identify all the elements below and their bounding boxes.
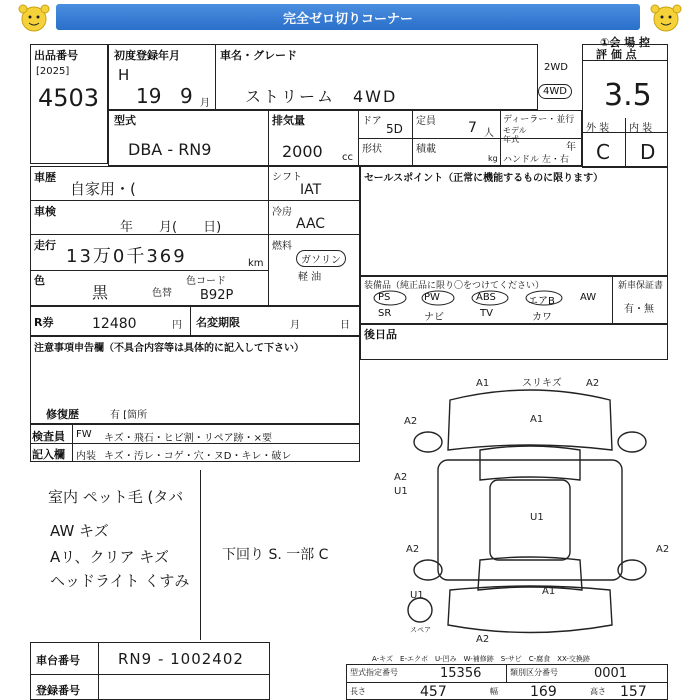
year-unit: 年 — [566, 142, 576, 153]
chassis-value: RN9 - 1002402 — [118, 650, 244, 668]
interior-label: 内 装 — [629, 123, 653, 134]
class-value: 0001 — [594, 666, 628, 681]
reg-year: 19 — [136, 84, 162, 108]
label-a1-rear: A1 — [542, 586, 556, 597]
width-label: 幅 — [490, 687, 498, 696]
model-year-label: モデル年式 — [503, 126, 527, 144]
inspection-value: 年 月( 日) — [120, 220, 222, 235]
rename-month: 月 — [290, 320, 300, 331]
label-a2-rear-right: A2 — [656, 544, 670, 555]
banner-title: 完全ゼロ切りコーナー — [282, 12, 413, 27]
inspection-label: 車検 — [34, 205, 56, 218]
fuel-label: 燃料 — [272, 241, 292, 252]
in-text: キズ・汚レ・コゲ・穴・ヌD・キレ・破レ — [104, 451, 292, 462]
history-label: 車歴 — [34, 171, 56, 184]
equip-sr: SR — [378, 308, 392, 319]
label-a2-left: A2 — [404, 416, 418, 427]
label-a1-top: A1 — [476, 378, 490, 389]
notes-label: 注意事項申告欄（不具合内容等は具体的に記入して下さい） — [34, 343, 304, 354]
lot-year-small: [2025] — [36, 66, 70, 77]
equip-ps: PS — [378, 292, 391, 303]
note-line-4: ヘッドライト くすみ — [50, 572, 190, 590]
label-a1-hood: A1 — [530, 414, 544, 425]
label-a2-rear-left: A2 — [406, 544, 420, 555]
warranty-value: 有・無 — [624, 304, 654, 315]
type-cert-value: 15356 — [440, 666, 482, 681]
equip-leather: カワ — [532, 312, 552, 323]
label-u1-roof: U1 — [530, 512, 544, 523]
reg-month: 9 — [180, 84, 193, 108]
equip-abs: ABS — [476, 292, 496, 303]
equip-pw: PW — [424, 292, 440, 303]
warranty-label: 新車保証書 — [618, 281, 664, 291]
recycle-label: R券 — [34, 316, 54, 329]
corner-text: ①会 場 控 — [600, 36, 650, 49]
length-value: 457 — [420, 684, 447, 700]
label-a2-top: A2 — [586, 378, 600, 389]
load-label: 積載 — [416, 144, 436, 155]
exterior-label: 外 装 — [586, 123, 610, 134]
repair-label: 修復歴 — [46, 408, 79, 421]
capacity-value: 7 — [468, 120, 477, 136]
door-label: ドア — [362, 116, 382, 127]
car-diagram — [380, 370, 680, 650]
color-code-label: 色コード — [186, 276, 226, 287]
points-label: セールスポイント（正常に機能するものに限ります） — [364, 173, 604, 184]
reg-number-label: 登録番号 — [36, 684, 80, 697]
mileage-label: 走行 — [34, 239, 56, 252]
km-unit: km — [248, 258, 264, 269]
banner-bar — [56, 4, 640, 30]
mileage-value: 13万0千369 — [66, 246, 187, 267]
history-value: 自家用・( — [70, 180, 136, 198]
class-label: 類別区分番号 — [510, 668, 558, 677]
rename-label: 名変期限 — [196, 316, 240, 329]
note-line-3: Aリ、クリア キズ — [50, 548, 169, 566]
repair-value: 有 [箇所 — [110, 410, 148, 421]
equip-tv: TV — [480, 308, 493, 319]
spare-label: スペア — [410, 626, 431, 634]
equip-airbag: エアB — [528, 296, 555, 307]
divider — [200, 470, 201, 640]
side-note: 下回り S. 一部 C — [222, 547, 329, 563]
score-value: 3.5 — [604, 78, 652, 113]
type-cert-label: 型式指定番号 — [350, 668, 398, 677]
shift-label: シフト — [272, 172, 302, 183]
color-value: 黒 — [92, 283, 109, 302]
exterior-grade: C — [596, 140, 610, 164]
shape-label: 形状 — [362, 144, 382, 155]
score-label: 評 価 点 — [596, 48, 637, 61]
equip-navi: ナビ — [424, 312, 444, 323]
disp-label: 排気量 — [272, 114, 305, 127]
reg-label: 初度登録年月 — [114, 49, 180, 62]
handle-label: ハンドル 左・右 — [503, 155, 569, 165]
lot-number: 4503 — [38, 84, 100, 112]
chassis-label: 車台番号 — [36, 654, 80, 667]
recycle-box — [30, 306, 360, 336]
door-value: 5D — [386, 122, 403, 136]
note-line-1: 室内 ペット毛 (タバ — [48, 488, 184, 506]
label-u1-side: U1 — [394, 486, 408, 497]
interior-grade: D — [640, 140, 656, 164]
capacity-label: 定員 — [416, 116, 436, 127]
month-unit: 月 — [200, 98, 210, 109]
after-box — [360, 324, 668, 360]
legend-label: 記入欄 — [32, 448, 65, 461]
aircon-label: 冷房 — [272, 207, 292, 218]
name-label: 車名・グレード — [220, 49, 297, 62]
fw-label: FW — [76, 429, 92, 440]
label-u1-spare: U1 — [410, 590, 424, 601]
equip-aw: AW — [580, 292, 597, 303]
model-label: 型式 — [114, 114, 136, 127]
inspector-label: 検査員 — [32, 430, 65, 443]
height-label: 高さ — [590, 687, 606, 696]
label-a2-bumper: A2 — [476, 634, 490, 645]
era: H — [118, 66, 130, 84]
color-change-label: 色替 — [152, 288, 172, 299]
person-unit: 人 — [484, 128, 494, 139]
lot-label: 出品番号 — [34, 49, 78, 62]
aircon-value: AAC — [296, 216, 326, 232]
equipment-circles — [360, 276, 612, 324]
width-value: 169 — [530, 684, 557, 700]
mascot-icon-right — [646, 2, 686, 34]
car-name: ストリーム 4WD — [245, 87, 398, 106]
yen-unit: 円 — [172, 320, 182, 331]
kg-unit: kg — [488, 154, 498, 163]
cc-unit: cc — [342, 152, 353, 163]
note-line-2: AW キズ — [50, 522, 109, 540]
rename-day: 日 — [340, 320, 350, 331]
banner — [0, 0, 700, 36]
color-label: 色 — [34, 274, 45, 287]
mascot-icon-left — [14, 2, 54, 34]
shift-value: IAT — [300, 182, 322, 198]
fuel-gas: ガソリン — [296, 250, 346, 267]
drive-4wd: 4WD — [538, 84, 572, 99]
in-label: 内装 — [76, 451, 96, 462]
displacement: 2000 — [282, 142, 323, 161]
label-scratch: スリキズ — [522, 378, 562, 389]
after-label: 後日品 — [364, 328, 397, 341]
fw-text: キズ・飛石・ヒビ割・リペア跡・×要 — [104, 433, 272, 444]
equipment-label: 装備品（純正品に限り〇をつけてください） — [364, 281, 545, 291]
model-value: DBA - RN9 — [128, 140, 212, 159]
fuel-diesel: 軽 油 — [298, 272, 322, 283]
dealer-label: ディーラー・並行 — [503, 115, 575, 125]
label-a2-side: A2 — [394, 472, 408, 483]
damage-legend: A-キズ E-エクボ U-凹み W-補修跡 S-サビ C-腐食 XX-交換跡 — [372, 655, 590, 663]
height-value: 157 — [620, 684, 647, 700]
drive-2wd: 2WD — [544, 62, 568, 73]
color-code-value: B92P — [200, 288, 234, 303]
length-label: 長さ — [350, 687, 366, 696]
recycle-value: 12480 — [92, 316, 137, 332]
